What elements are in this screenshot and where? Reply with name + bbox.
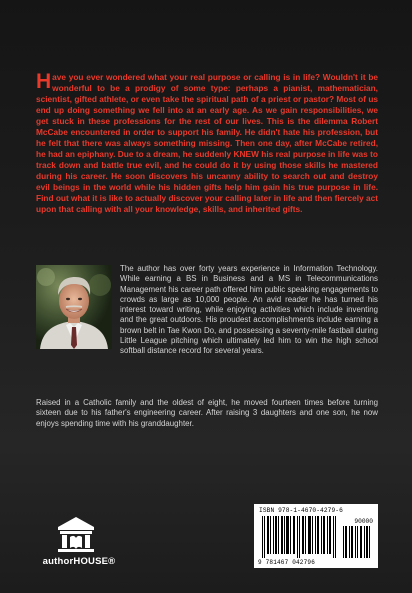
cover-blurb bbox=[36, 72, 378, 215]
author-photo bbox=[36, 265, 112, 349]
publisher-name: authorHOUSE® bbox=[42, 556, 116, 567]
author-bio-primary: The author has over forty years experience in Information Technology. While earning a BS in Business and a MS in Telecommunications Management his career path offered him public speaking engagements to crowds as large as 10,000 people. An avid reader he has turned his interest toward writing, while enjoying activities which include inventing and the great outdoors. His proudest accomplishments include earning a brown belt in Tae Kwon Do, and possessing a seventy-mile fastball during Little League pitching which ultimately led him to win the high school softball distance record for several years. bbox=[120, 264, 378, 356]
author-bio-secondary: Raised in a Catholic family and the oldest of eight, he moved fourteen times before turning sixteen due to his father's engineering career. After raising 3 daughters and one son, he now enjoys spending time with his granddaughter. bbox=[36, 398, 378, 428]
house-book-icon bbox=[56, 516, 96, 552]
blurb-drop-cap: H bbox=[36, 70, 52, 93]
barcode-number: 9 781467 042796 bbox=[258, 559, 316, 566]
isbn-barcode bbox=[254, 504, 378, 568]
publisher-logo bbox=[38, 516, 118, 572]
price-addon-bars bbox=[342, 526, 372, 558]
price-code-label: 90000 bbox=[354, 518, 373, 525]
ean-barcode-bars bbox=[260, 516, 340, 558]
isbn-label: ISBN 978-1-4670-4279-6 bbox=[259, 507, 343, 514]
blurb-text: ave you ever wondered what your real purpose or calling is in life? Wouldn't it be wonderful to be a prodigy of some type: perhaps a pianist, mathematician, scientist, gifted athlete, or even take the spiritual path of a priest or pastor? Most of us end up doing something we fell into at an early age. As we gain responsibilities, we get stuck in these professions for the rest of our lives. This is the dilemma Robert McCabe encountered in order to support his family. He didn't hate his profession, but he felt that there was always something missing. Then one day, after McCabe retired, he had an epiphany. Due to a dream, he suddenly KNEW his real purpose in life was to track down and battle true evil, and he could do it by using those skills he mastered during his career. He soon discovers his uncanny ability to search out and destroy evil beings in the world while his hidden gifts help him gain his true purpose in life. Find out what it is like to actually discover your calling later in life and then fiercely act upon that calling with all your knowledge, skills, and inherited gifts. bbox=[36, 72, 378, 214]
author-portrait-illustration bbox=[36, 265, 112, 349]
